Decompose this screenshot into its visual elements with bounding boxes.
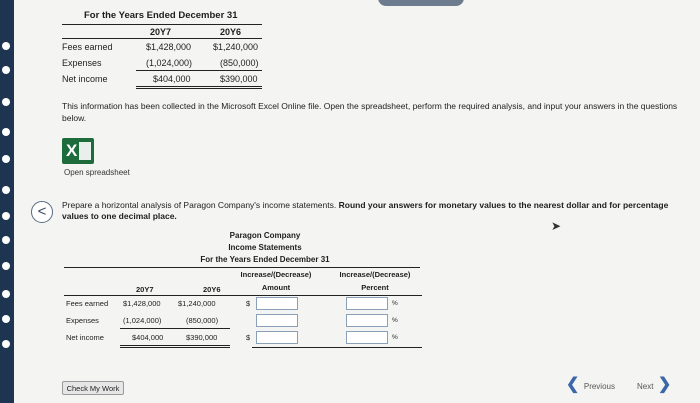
question-dot[interactable]: [2, 315, 10, 323]
row-label: Fees earned: [66, 299, 109, 308]
grid-icon: [79, 142, 91, 160]
row-label: Net income: [62, 74, 108, 84]
question-dot[interactable]: [2, 128, 10, 136]
company-name: Paragon Company: [229, 231, 301, 240]
statement-name: Income Statements: [228, 243, 302, 252]
currency-symbol: $: [246, 333, 251, 342]
percent-symbol: %: [392, 300, 398, 307]
next-button[interactable]: [637, 376, 671, 394]
prompt: [62, 200, 672, 222]
question-dot[interactable]: [2, 66, 10, 74]
rule: [120, 328, 230, 329]
row-label: Expenses: [66, 316, 99, 325]
rule: [64, 267, 420, 268]
header-amount-1: Increase/(Decrease): [240, 270, 312, 279]
row-value: $1,240,000: [213, 42, 259, 52]
question-dot[interactable]: [2, 98, 10, 106]
mouse-cursor-icon: ➤: [551, 219, 562, 233]
rule: [62, 24, 262, 25]
rule: [136, 70, 262, 71]
row-value: (1,024,000): [123, 316, 162, 325]
rule: [136, 86, 262, 87]
excel-x-icon: X: [66, 141, 78, 160]
percent-input[interactable]: [346, 331, 388, 344]
question-dot[interactable]: [2, 262, 10, 270]
col-header-20y6: 20Y6: [220, 27, 242, 37]
col-header-20y6: 20Y6: [203, 285, 221, 294]
chevron-left-icon: ❮: [566, 376, 580, 393]
rule: [120, 347, 230, 348]
previous-label: Previous: [583, 382, 615, 391]
row-value: (850,000): [220, 58, 259, 68]
question-dot[interactable]: [2, 236, 10, 244]
question-dot[interactable]: [2, 212, 10, 220]
rule: [62, 38, 262, 39]
row-value: $1,240,000: [178, 299, 216, 308]
row-value: $404,000: [153, 74, 191, 84]
amount-input[interactable]: [256, 314, 298, 327]
percent-input[interactable]: [346, 314, 388, 327]
col-header-20y7: 20Y7: [150, 27, 172, 37]
previous-button[interactable]: [566, 376, 615, 394]
question-dot[interactable]: [2, 186, 10, 194]
open-spreadsheet-link[interactable]: Open spreadsheet: [64, 168, 130, 177]
rule: [120, 345, 230, 346]
question-dot[interactable]: [2, 42, 10, 50]
question-dot[interactable]: [2, 290, 10, 298]
header-percent-2: Percent: [361, 283, 389, 292]
percent-symbol: %: [392, 317, 398, 324]
header-percent-1: Increase/(Decrease): [339, 270, 411, 279]
row-value: (1,024,000): [146, 58, 193, 68]
row-value: $390,000: [186, 333, 218, 342]
row-label: Expenses: [62, 58, 102, 68]
rule: [252, 347, 422, 348]
row-value: $390,000: [220, 74, 258, 84]
row-label: Fees earned: [62, 42, 113, 52]
row-label: Net income: [66, 333, 104, 342]
chevron-right-icon: ❯: [657, 376, 672, 393]
back-button[interactable]: [31, 201, 53, 223]
question-dot[interactable]: [2, 155, 10, 163]
header-amount-2: Amount: [261, 283, 291, 292]
question-dot[interactable]: [2, 340, 10, 348]
top-table-title: For the Years Ended December 31: [84, 10, 238, 21]
next-label: Next: [637, 382, 654, 391]
amount-input[interactable]: [256, 331, 298, 344]
check-my-work-button[interactable]: Check My Work: [62, 381, 124, 395]
row-value: (850,000): [186, 316, 219, 325]
chevron-left-icon: <: [37, 203, 47, 220]
top-tab-hint: [378, 0, 464, 6]
info-text: This information has been collected in the Microsoft Excel Online file. Open the spreadsheet, perform the required analysis, and input your answers in the questions below.: [62, 101, 678, 123]
prompt-text: Prepare a horizontal analysis of Paragon Company's income statements.: [62, 200, 337, 210]
amount-input[interactable]: [256, 297, 298, 310]
prompt-instructions: Round your answers for monetary values to the nearest dollar and for percentage values to one decimal place.: [62, 200, 669, 221]
statement-period: For the Years Ended December 31: [200, 255, 330, 264]
row-value: $404,000: [132, 333, 164, 342]
row-value: $1,428,000: [146, 42, 192, 52]
currency-symbol: $: [246, 299, 251, 308]
col-header-20y7: 20Y7: [136, 285, 154, 294]
percent-symbol: %: [392, 334, 398, 341]
percent-input[interactable]: [346, 297, 388, 310]
rule: [64, 295, 422, 296]
row-value: $1,428,000: [123, 299, 161, 308]
rule: [136, 88, 262, 89]
